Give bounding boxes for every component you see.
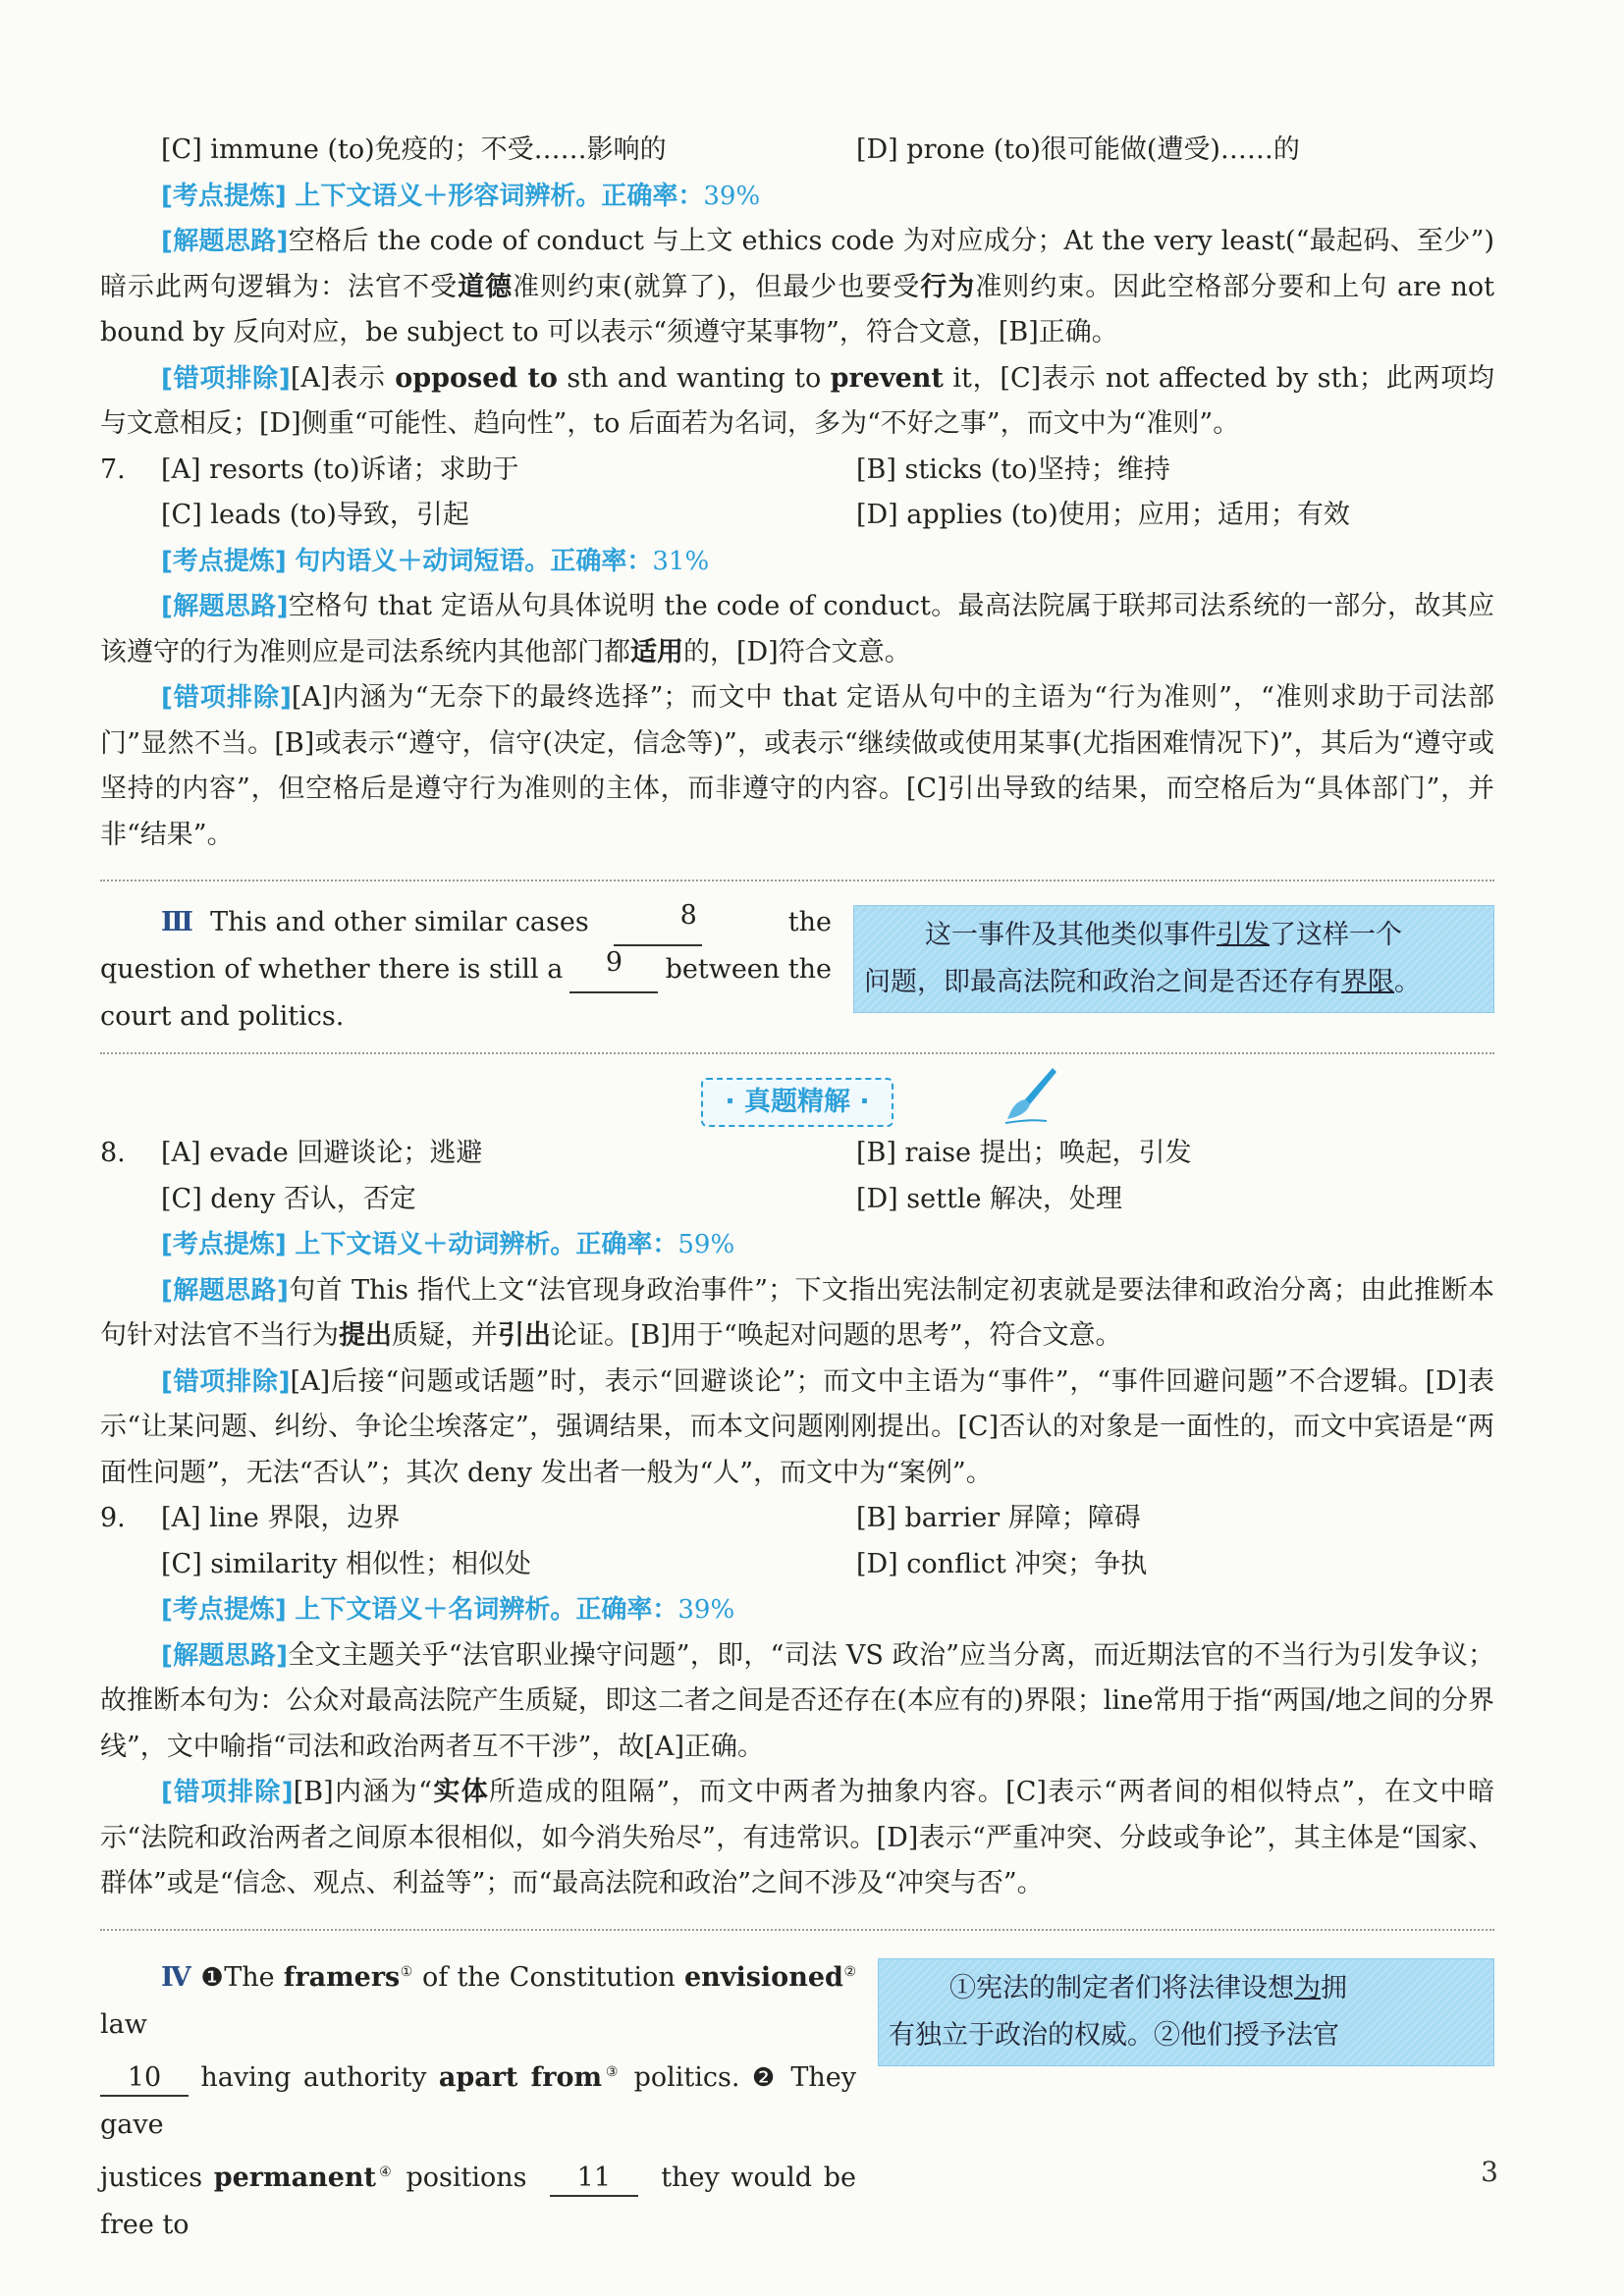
divider — [100, 1929, 1494, 1931]
s3-zh-1a: 这一事件及其他类似事件 — [925, 920, 1217, 950]
kaodian-text — [295, 547, 709, 576]
q6-cx-1a: [A]表示 — [290, 362, 396, 394]
q8-options-ab — [100, 1131, 1494, 1177]
footnote-2: ② — [842, 1963, 856, 1980]
s4-1c: of the Constitution — [412, 1961, 684, 1993]
s3-line-2 — [100, 946, 832, 993]
kaodian-tag: [考点提炼] — [161, 546, 287, 576]
page-number: 3 — [1481, 2156, 1498, 2188]
s4-3b: permanent — [213, 2162, 377, 2193]
s4-2a: having authority — [189, 2061, 439, 2093]
q6-jieti — [100, 219, 1494, 356]
q9-jieti-2: 为引发争议；故推断本句为：公众对最高法院产生质疑，即这二者之间是否还存在(本应有的)界限；line — [100, 1639, 1495, 1716]
s4-3c: positions — [394, 2162, 527, 2193]
jieti-tag: [解题思路] — [161, 592, 289, 621]
s3-text-2b: between the — [665, 954, 832, 985]
q9-kaodian — [100, 1587, 1494, 1633]
q7-cx-4: 的结果，而空格后为“具体部门”，并非“结果”。 — [100, 774, 1495, 850]
q9-option-b: [B] barrier 屏障；障碍 — [856, 1503, 1141, 1533]
blank-11[interactable]: 11 — [550, 2162, 638, 2197]
q6-cx-2: 与文意相反；[D]侧重“可能性、趋向性”，to 后面若为名词，多为“不好之事”，而文中为“准则”。 — [100, 408, 1240, 439]
q8-option-a — [100, 1131, 856, 1177]
q9-option-a — [100, 1496, 856, 1542]
kaodian-desc: 上下文语义＋形容词辨析。正确率： — [295, 181, 704, 211]
q7-cx-1: [A]内涵为“无奈下的最终选择”；而文中 that 定语从句中的主语为“行为准则”，“准则求 — [291, 682, 1358, 713]
s3-text-2a: question of whether there is still a — [100, 954, 564, 985]
q8-jieti-2c: 质疑，并 — [392, 1320, 498, 1351]
blank-9[interactable]: 9 — [569, 946, 658, 993]
q9-options-cd — [100, 1542, 1494, 1588]
jieti-tag: [解题思路] — [161, 1640, 289, 1671]
cuoxiang-tag: [错项排除] — [161, 683, 292, 713]
q7-jieti — [100, 584, 1494, 675]
q8-option-a-text: [A] evade 回避谈论；逃避 — [161, 1138, 483, 1168]
s4-2d: They gave — [100, 2061, 856, 2140]
cuoxiang-tag: [错项排除] — [161, 1778, 294, 1807]
q6-jieti-3: 分要和上句 are not bound by 反向对应，be subject to 可以表示“须遵守某事物”，符合文意，[B]正确。 — [100, 271, 1495, 347]
q7-option-d: [D] applies (to)使用；应用；适用；有效 — [856, 500, 1350, 530]
kaodian-desc: 上下文语义＋名词辨析。正确率： — [295, 1595, 678, 1625]
jieti-tag: [解题思路] — [161, 1275, 289, 1306]
q9-option-c: [C] similarity 相似性；相似处 — [161, 1548, 531, 1579]
kaodian-text — [295, 1230, 734, 1259]
q9-cx-1c: 所造成的阻隔”，而文中两者为抽象内容。[C]表示“两者间的相似特 — [489, 1777, 1314, 1807]
q7-option-a-text: [A] resorts (to)诉诸；求助于 — [161, 454, 519, 485]
section-heading: · 真题精解 · — [701, 1078, 893, 1127]
q7-options-ab — [100, 448, 1494, 494]
q8-jieti-1: 句首 This 指代上文“法官现身政治事件”；下文指出宪法制定初衷就是要法律和政治分 — [288, 1274, 1307, 1306]
q9-options-ab — [100, 1496, 1494, 1542]
q6-jieti-2b: 道德 — [458, 271, 514, 302]
q8-cx-2: 逻辑。[D]表示“让某问题、纠纷、争论尘埃落定”，强调结果，而本文问题刚刚提出。[C]否认的对象是一面 — [100, 1365, 1494, 1442]
q6-cx-1e: it，[C]表示 not affected by sth；此两项均 — [943, 362, 1495, 394]
s4-3a: justices — [100, 2162, 214, 2193]
kaodian-tag: [考点提炼] — [161, 1595, 287, 1625]
q7-cuoxiang — [100, 675, 1494, 858]
q9-cx-1a: [B]内涵为“ — [293, 1777, 432, 1807]
q6-jieti-2: 至少”)暗示此两句逻辑为：法官不受 — [100, 226, 1494, 302]
section-3-english — [100, 899, 832, 1041]
q8-jieti-2d: 引出 — [498, 1320, 551, 1351]
q8-option-b: [B] raise 提出；唤起，引发 — [856, 1138, 1192, 1168]
s3-zh-1c: 了这样一个 — [1270, 920, 1402, 950]
q8-jieti-2b: 提出 — [339, 1320, 392, 1351]
q8-cuoxiang — [100, 1360, 1494, 1497]
s3-zh-2a: 问题，即最高法院和政治之间是否还存有 — [864, 967, 1341, 997]
footnote-4: ④ — [376, 2163, 395, 2180]
q6-cx-1d: prevent — [830, 362, 944, 394]
s3-1a — [100, 899, 589, 946]
s3-text-1b: the — [787, 907, 832, 937]
s3-line-1 — [100, 899, 832, 946]
q9-jieti-1: 全文主题关乎“法官职业操守问题”，即，“司法 VS 政治”应当分离，而近期法官的不当行 — [288, 1639, 1334, 1671]
footnote-3: ③ — [602, 2063, 623, 2080]
q9-cx-3: 或争论”，其主体是“国家、群体”或是“信念、观点、利益等”；而“最高法院和政治”之间不涉及“冲突与否”。 — [100, 1822, 1495, 1898]
q6-kaodian — [100, 174, 1494, 220]
q8-option-c: [C] deny 否认，否定 — [161, 1183, 416, 1214]
jieti-tag: [解题思路] — [161, 227, 289, 256]
q9-jieti — [100, 1633, 1494, 1771]
q6-cuoxiang — [100, 356, 1494, 448]
q6-option-d: [D] prone (to)很可能做(遭受)……的 — [856, 134, 1300, 165]
kaodian-desc: 句内语义＋动词短语。正确率： — [295, 546, 653, 576]
kaodian-text — [295, 182, 760, 211]
section-4-english — [100, 1949, 856, 2249]
s4-1a: The — [224, 1961, 284, 1993]
s4-line-3 — [100, 2149, 856, 2249]
s3-zh-2 — [864, 959, 1484, 1006]
q8-option-d: [D] settle 解决，处理 — [856, 1183, 1123, 1214]
q8-options-cd — [100, 1177, 1494, 1223]
s3-zh-2c: 。 — [1394, 967, 1421, 997]
q7-option-b: [B] sticks (to)坚持；维持 — [856, 454, 1170, 485]
q7-options-cd — [100, 493, 1494, 539]
s4-2b: apart from — [438, 2061, 603, 2093]
q7-kaodian — [100, 539, 1494, 585]
s4-zh-1c: 拥 — [1321, 1972, 1347, 2003]
q7-cx-3: 情况下)”，其后为“遵守或坚持的内容”，但空格后是遵守行为准则的主体，而非遵守的内容。[C]引出导致 — [100, 727, 1495, 804]
q9-cx-1b: 实体 — [431, 1777, 490, 1807]
s4-2c: politics. — [622, 2061, 752, 2093]
s4-zh-2: 有独立于政治的权威。②他们授予法官 — [889, 2019, 1339, 2051]
q7-option-a — [100, 448, 856, 494]
q6-option-c: [C] immune (to)免疫的；不受……影响的 — [161, 134, 667, 165]
s4-zh-1a: ①宪法的制定者们将法律设想 — [949, 1972, 1294, 2003]
section-3 — [100, 899, 1494, 1041]
section-4 — [100, 1949, 1494, 2249]
brush-icon — [1003, 1064, 1058, 1125]
sentence-marker-1: ❶ — [200, 1962, 225, 1993]
cuoxiang-tag: [错项排除] — [161, 363, 291, 394]
s3-zh-1 — [864, 912, 1484, 959]
kaodian-text — [295, 1595, 734, 1625]
sentence-marker-2: ❷ — [751, 2062, 779, 2093]
q9-option-d: [D] conflict 冲突；争执 — [856, 1548, 1148, 1579]
blank-10[interactable]: 10 — [100, 2061, 189, 2097]
kaodian-desc: 上下文语义＋动词辨析。正确率： — [295, 1230, 678, 1259]
question-number: 9. — [100, 1503, 126, 1533]
q6-jieti-1: 空格后 the code of conduct 与上文 ethics code 为对应成分；At the very least(“最起码、 — [288, 226, 1417, 256]
page-content — [100, 128, 1494, 2249]
q6-jieti-2c: 准则约束(就算了)，但最少也要受 — [513, 271, 921, 302]
s3-line-3: court and politics. — [100, 1001, 345, 1032]
q9-cx-2: 点”，在文中暗示“法院和政治两者之间原本很相似，如今消失殆尽”，有违常识。[D]表示“严重冲突、分歧 — [100, 1777, 1494, 1853]
divider — [100, 880, 1494, 881]
s3-text-1a: This and other similar cases — [210, 907, 589, 937]
q6-jieti-2d: 行为 — [920, 271, 976, 302]
kaodian-tag: [考点提炼] — [161, 181, 287, 211]
s4-1b: framers — [283, 1961, 401, 1993]
s4-1e: law — [100, 2008, 147, 2040]
roman-numeral: Ⅳ — [161, 1961, 192, 1993]
q8-kaodian — [100, 1222, 1494, 1268]
question-number: 8. — [100, 1138, 126, 1168]
divider — [100, 1052, 1494, 1054]
s4-zh-1b: 为 — [1294, 1972, 1321, 2003]
s4-3d: they would be free to — [100, 2162, 857, 2240]
kaodian-tag: [考点提炼] — [161, 1230, 287, 1259]
q6-options-cd — [100, 128, 1494, 174]
s3-zh-2b: 界限 — [1341, 967, 1394, 997]
blank-8[interactable]: 8 — [614, 899, 702, 946]
accuracy-rate: 39% — [703, 181, 761, 211]
q9-option-a-text: [A] line 界限，边界 — [161, 1503, 401, 1533]
q9-jieti-3: 常用于指“两国/地之间的分界线”，文中喻指“司法和政治两者互不干涉”，故[A]正确。 — [100, 1685, 1494, 1762]
q6-cx-1b: opposed to — [395, 362, 558, 394]
q9-cuoxiang — [100, 1770, 1494, 1907]
q7-cx-2: 助于司法部门”显然不当。[B]或表示“遵守，信守(决定，信念等)”，或表示“继续做或使用某事(尤指困难 — [100, 682, 1494, 759]
q8-cx-3: 性的，而文中宾语是“两面性问题”，无法“否认”；其次 deny 发出者一般为“人”，而文中为“案例”。 — [100, 1412, 1494, 1488]
heading-area — [100, 1072, 1494, 1129]
s4-line-1 — [100, 1949, 856, 2049]
q8-jieti — [100, 1268, 1494, 1360]
accuracy-rate: 39% — [677, 1595, 735, 1625]
q6-jieti-2e: 准则约束。因此空格部 — [975, 271, 1251, 302]
q6-cx-1c: sth and wanting to — [557, 362, 831, 394]
q8-jieti-2a: 离；由此推断本句针对法官不当行为 — [100, 1274, 1494, 1351]
section-3-translation — [853, 905, 1494, 1013]
q7-jieti-2c: 的，[D]符合文意。 — [683, 636, 911, 667]
accuracy-rate: 31% — [652, 546, 710, 576]
s4-1d: envisioned — [683, 1961, 843, 1993]
s3-zh-1b: 引发 — [1217, 920, 1270, 950]
question-number: 7. — [100, 454, 126, 485]
s4-zh-1 — [889, 1965, 1484, 2012]
q7-jieti-1: 空格句 that 定语从句具体说明 the code of conduct。最高法院属于联邦司法系统的一 — [288, 591, 1334, 621]
roman-numeral: Ⅲ — [161, 907, 193, 937]
q8-jieti-2e: 论证。[B]用于“唤起对问题的思考”，符合文意。 — [551, 1320, 1122, 1351]
q7-option-c: [C] leads (to)导致，引起 — [161, 500, 469, 530]
footnote-1: ① — [400, 1963, 413, 1980]
accuracy-rate: 59% — [677, 1230, 735, 1259]
q7-jieti-2b: 适用 — [630, 636, 683, 667]
cuoxiang-tag: [错项排除] — [161, 1366, 291, 1397]
q8-cx-1: [A]后接“问题或话题”时，表示“回避谈论”；而文中主语为“事件”，“事件回避问题”不合 — [290, 1365, 1344, 1397]
q7-jieti-2a: 部分，故其应该遵守的行为准则应是司法系统内其他部门都 — [100, 591, 1495, 667]
s4-line-2 — [100, 2049, 856, 2149]
section-4-translation — [878, 1958, 1494, 2066]
